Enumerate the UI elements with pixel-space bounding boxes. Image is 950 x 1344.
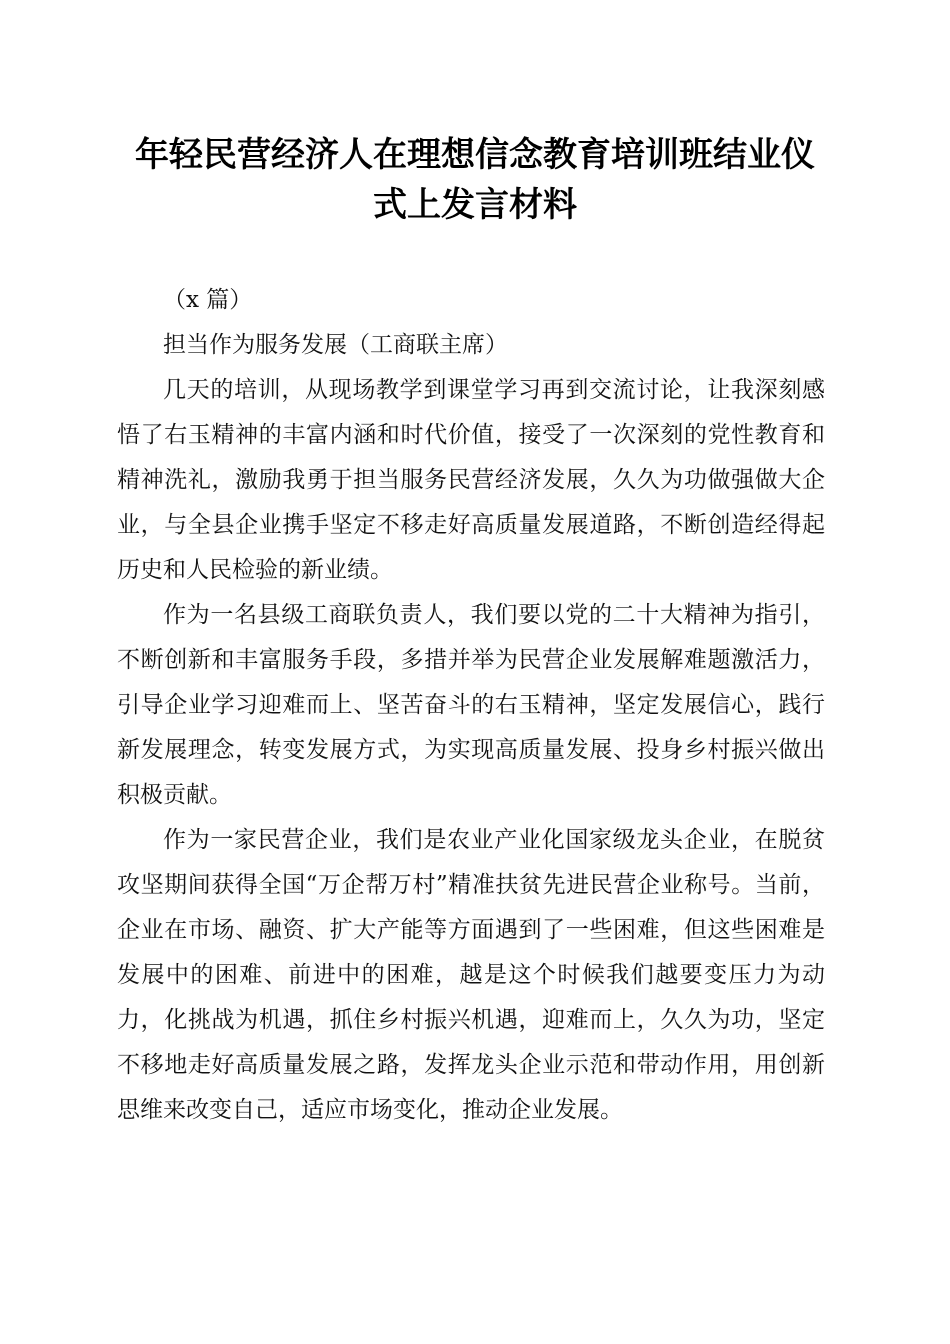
paragraph-3: 作为一家民营企业，我们是农业产业化国家级龙头企业，在脱贫攻坚期间获得全国“万企帮万村”精准扶贫先进民营企业称号。当前，企业在市场、融资、扩大产能等方面遇到了一些困难，但这些困难是发展中的困难、前进中的困难，越是这个时候我们越要变压力为动力，化挑战为机遇，抓住乡村振兴机遇，迎难而上，久久为功，坚定不移地走好高质量发展之路，发挥龙头企业示范和带动作用，用创新思维来改变自己，适应市场变化，推动企业发展。	[117, 827, 825, 1123]
paragraph-2: 作为一名县级工商联负责人，我们要以党的二十大精神为指引，不断创新和丰富服务手段，多措并举为民营企业发展解难题激活力，引导企业学习迎难而上、坚苦奋斗的右玉精神，坚定发展信心，践行新发展理念，转变发展方式，为实现高质量发展、投身乡村振兴做出积极贡献。	[117, 602, 825, 808]
edition-note: （x 篇）	[163, 287, 253, 313]
title-line-2: 式上发言材料	[373, 185, 577, 225]
document-title	[110, 130, 840, 230]
title-line-1: 年轻民营经济人在理想信念教育培训班结业仪	[135, 135, 815, 175]
speech-subtitle: 担当作为服务发展（工商联主席）	[163, 332, 508, 358]
paragraph-1: 几天的培训，从现场教学到课堂学习再到交流讨论，让我深刻感悟了右玉精神的丰富内涵和时代价值，接受了一次深刻的党性教育和精神洗礼，激励我勇于担当服务民营经济发展，久久为功做强做大企业，与全县企业携手坚定不移走好高质量发展道路，不断创造经得起历史和人民检验的新业绩。	[117, 377, 825, 583]
document-body	[117, 278, 825, 1133]
